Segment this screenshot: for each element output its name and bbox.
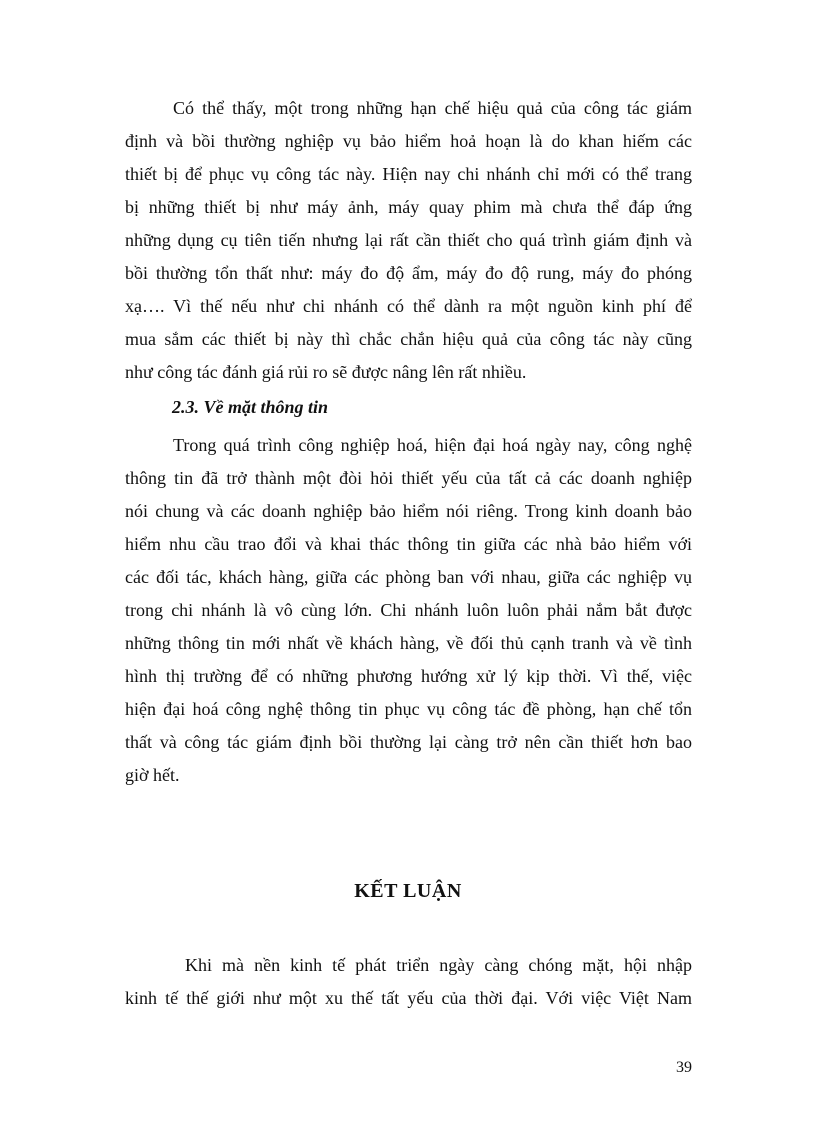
paragraph-line: trong chi nhánh là vô cùng lớn. Chi nhánh luôn luôn phải nắm bắt được xyxy=(125,600,692,620)
paragraph-line: thất và công tác giám định bồi thường lại càng trở nên cần thiết hơn bao xyxy=(125,732,692,752)
paragraph-line: bị những thiết bị như máy ảnh, máy quay phim mà chưa thể đáp ứng xyxy=(125,197,692,217)
paragraph-line: những dụng cụ tiên tiến nhưng lại rất cần thiết cho quá trình giám định và xyxy=(125,230,692,250)
paragraph-line: Trong quá trình công nghiệp hoá, hiện đại hoá ngày nay, công nghệ xyxy=(173,435,692,455)
paragraph-line: các đối tác, khách hàng, giữa các phòng ban với nhau, giữa các nghiệp vụ xyxy=(125,567,692,587)
paragraph-line: hình thị trường để có những phương hướng xử lý kịp thời. Vì thế, việc xyxy=(125,666,692,686)
paragraph-line: thiết bị để phục vụ công tác này. Hiện nay chi nhánh chỉ mới có thể trang xyxy=(125,164,692,184)
paragraph-line: như công tác đánh giá rủi ro sẽ được nâng lên rất nhiều. xyxy=(125,362,527,382)
paragraph-line: Có thể thấy, một trong những hạn chế hiệu quả của công tác giám xyxy=(173,98,692,118)
paragraph-line: bồi thường tổn thất như: máy đo độ ẩm, máy đo độ rung, máy đo phóng xyxy=(125,263,692,283)
paragraph-line: giờ hết. xyxy=(125,765,180,785)
paragraph-line: nói chung và các doanh nghiệp bảo hiểm nói riêng. Trong kinh doanh bảo xyxy=(125,501,692,521)
paragraph-line: thông tin đã trở thành một đòi hỏi thiết yếu của tất cả các doanh nghiệp xyxy=(125,468,692,488)
section-heading: 2.3. Về mặt thông tin xyxy=(172,397,329,417)
paragraph-line: hiện đại hoá công nghệ thông tin phục vụ công tác đề phòng, hạn chế tổn xyxy=(125,699,692,719)
paragraph-line: hiểm nhu cầu trao đổi và khai thác thông tin giữa các nhà bảo hiểm với xyxy=(125,534,692,554)
paragraph-line: những thông tin mới nhất về khách hàng, về đối thủ cạnh tranh và về tình xyxy=(125,633,692,653)
paragraph-line: định và bồi thường nghiệp vụ bảo hiểm hoả hoạn là do khan hiếm các xyxy=(125,131,692,151)
chapter-title: KẾT LUẬN xyxy=(354,880,462,902)
paragraph-line: xạ…. Vì thế nếu như chi nhánh có thể dành ra một nguồn kinh phí để xyxy=(125,296,692,316)
paragraph-line: Khi mà nền kinh tế phát triển ngày càng chóng mặt, hội nhập xyxy=(185,955,692,975)
paragraph-line: kinh tế thế giới như một xu thế tất yếu của thời đại. Với việc Việt Nam xyxy=(125,988,692,1008)
page-number: 39 xyxy=(676,1059,692,1076)
paragraph-line: mua sắm các thiết bị này thì chắc chắn hiệu quả của công tác này cũng xyxy=(125,329,692,349)
